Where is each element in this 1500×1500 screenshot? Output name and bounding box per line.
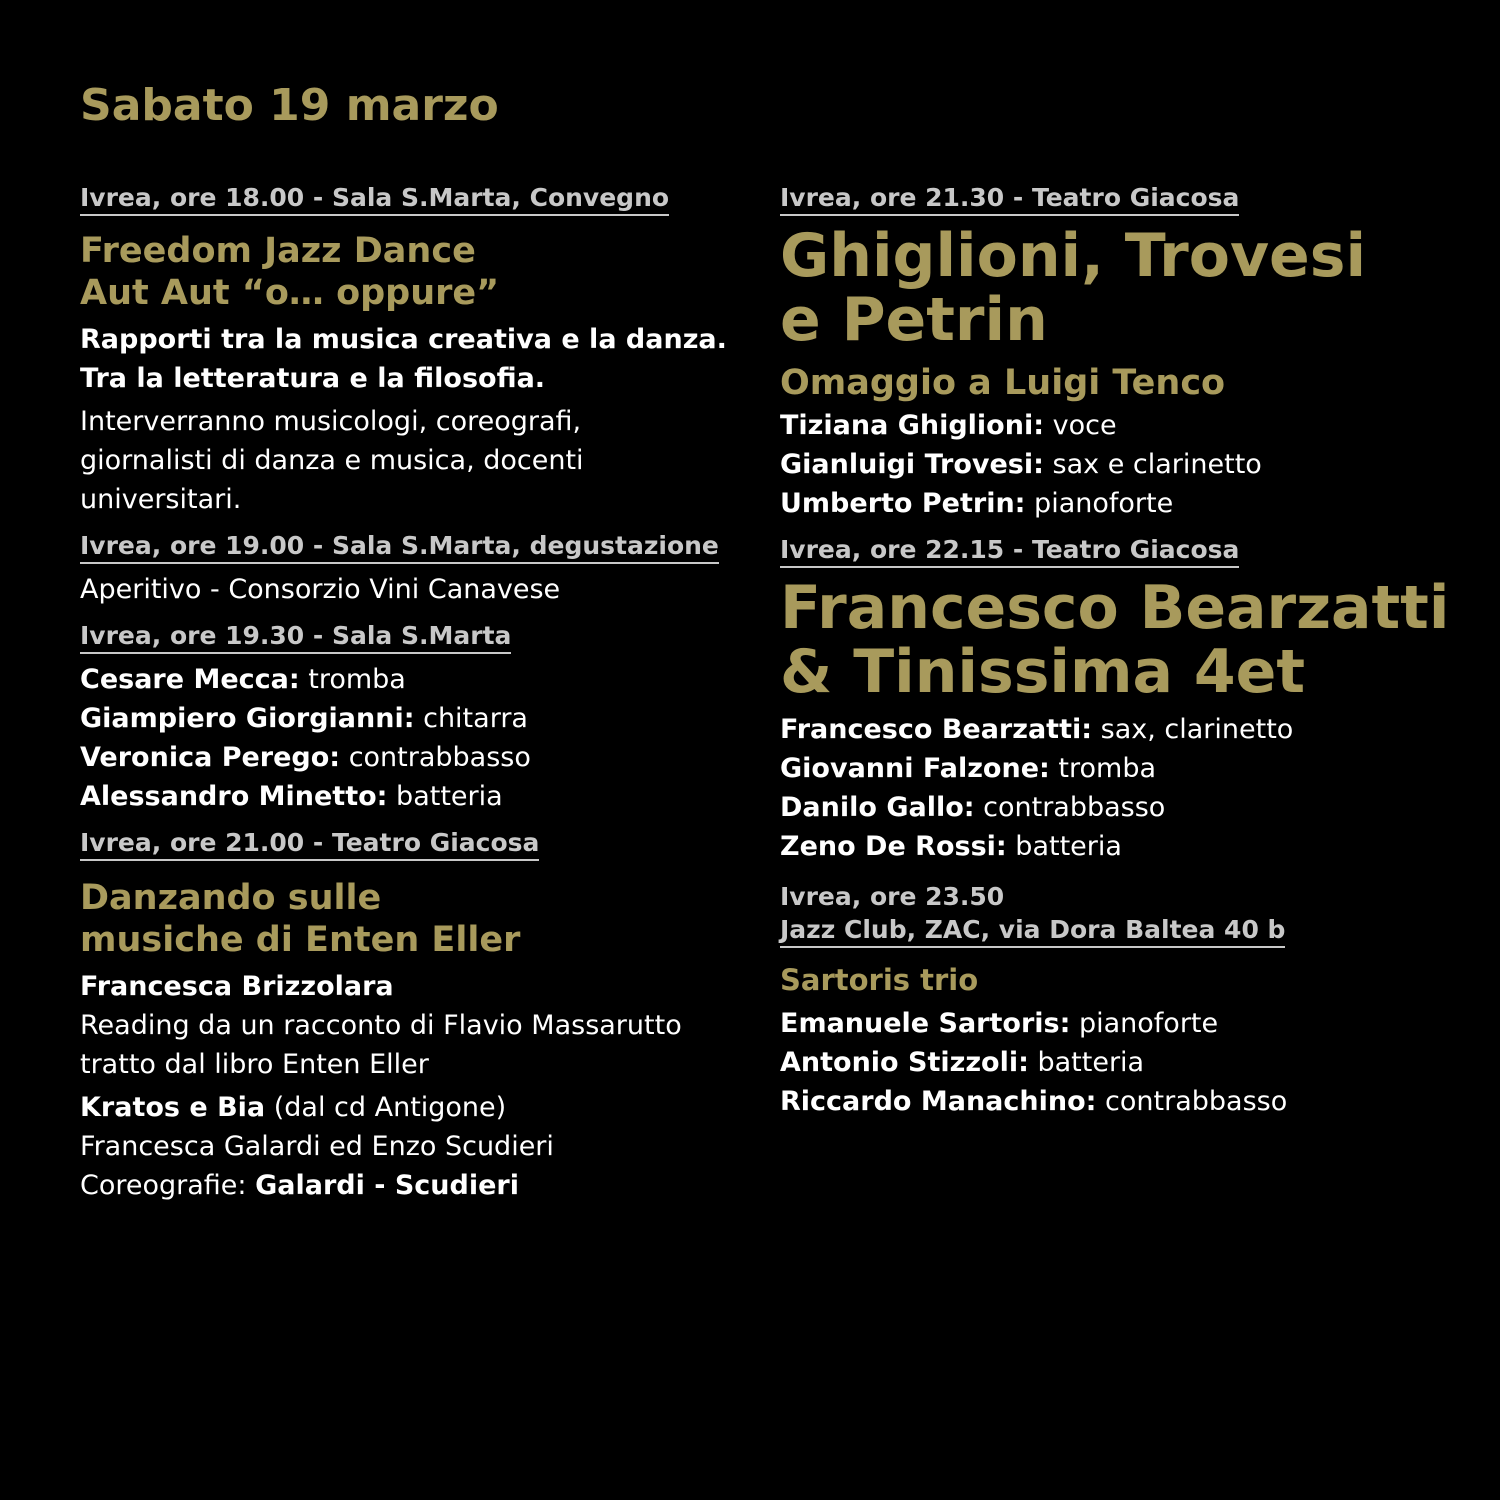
performer-role: pianoforte (1025, 488, 1174, 519)
performer-row (80, 660, 740, 699)
left-column (80, 181, 740, 1205)
event-title: Sartoris trio (780, 963, 979, 997)
performer-role: contrabbasso (1096, 1086, 1288, 1117)
performer-name: Umberto Petrin: (780, 488, 1026, 519)
performer-name: Antonio Stizzoli: (780, 1047, 1029, 1078)
performer-role: sax e clarinetto (1043, 449, 1262, 480)
piece-name: Kratos e Bia (80, 1092, 266, 1123)
performer-role: contrabbasso (340, 742, 531, 773)
event-title: Aut Aut “o… oppure” (80, 273, 500, 313)
performer-name: Alessandro Minetto: (80, 781, 388, 812)
event-description: Interverranno musicologi, coreografi, (80, 406, 582, 437)
venue-line: Ivrea, ore 23.50 (780, 882, 1005, 911)
performer-name: Tiziana Ghiglioni: (780, 410, 1045, 441)
performer-row (780, 484, 1480, 523)
event-description: universitari. (80, 484, 242, 515)
event-title: Freedom Jazz Dance (80, 231, 476, 271)
piece-note: (dal cd Antigone) (265, 1092, 507, 1123)
performer-name: Francesca Brizzolara (80, 971, 394, 1002)
right-column (780, 181, 1480, 1121)
event-description: Reading da un racconto di Flavio Massarutto (80, 1010, 682, 1041)
performer-role: tromba (1049, 753, 1157, 784)
performer-role: voce (1044, 410, 1117, 441)
event-description: giornalisti di danza e musica, docenti (80, 445, 584, 476)
performer-row (780, 445, 1480, 484)
event-title: musiche di Enten Eller (80, 920, 521, 960)
performer-role: batteria (1028, 1047, 1145, 1078)
event-description: Aperitivo - Consorzio Vini Canavese (80, 574, 561, 605)
performer-name: Giampiero Giorgianni: (80, 703, 415, 734)
performer-name: Emanuele Sartoris: (780, 1008, 1071, 1039)
performer-name: Gianluigi Trovesi: (780, 449, 1044, 480)
event-venue: Ivrea, ore 19.30 - Sala S.Marta (80, 619, 511, 654)
event-bearzatti (780, 533, 1480, 866)
page-title: Sabato 19 marzo (80, 80, 499, 131)
event-headline: e Petrin (780, 285, 1048, 355)
event-degustazione (80, 529, 740, 609)
performer-role: contrabbasso (974, 792, 1166, 823)
event-venue: Ivrea, ore 21.00 - Teatro Giacosa (80, 826, 539, 861)
performer-row (780, 1043, 1480, 1082)
event-venue (780, 880, 1285, 948)
event-ghiglioni (780, 181, 1480, 523)
event-venue: Ivrea, ore 18.00 - Sala S.Marta, Convegno (80, 181, 669, 216)
performer-role: pianoforte (1070, 1008, 1219, 1039)
performer-role: sax, clarinetto (1092, 714, 1294, 745)
event-subtitle: Rapporti tra la musica creativa e la danza. (80, 324, 727, 355)
performer-row (80, 777, 740, 816)
event-sartoris (780, 880, 1480, 1121)
performer-row (780, 749, 1480, 788)
event-title: Danzando sulle (80, 878, 382, 918)
venue-line: Jazz Club, ZAC, via Dora Baltea 40 b (780, 915, 1286, 944)
performer-name: Cesare Mecca: (80, 664, 300, 695)
event-subtitle: Omaggio a Luigi Tenco (780, 363, 1226, 403)
performer-role: tromba (299, 664, 406, 695)
piece-row (80, 1088, 740, 1127)
event-venue: Ivrea, ore 22.15 - Teatro Giacosa (780, 533, 1239, 568)
performer-row (780, 710, 1480, 749)
performer-row (80, 738, 740, 777)
performer-name: Veronica Perego: (80, 742, 341, 773)
performer-role: batteria (387, 781, 503, 812)
choreo-label: Coreografie: (80, 1170, 256, 1201)
performer-row (80, 699, 740, 738)
event-description: tratto dal libro Enten Eller (80, 1049, 429, 1080)
performer-row (780, 827, 1480, 866)
event-headline: Francesco Bearzatti (780, 573, 1450, 643)
performer-row (780, 1082, 1480, 1121)
event-convegno (80, 181, 740, 519)
event-danzando (80, 826, 740, 1205)
performer-row (780, 788, 1480, 827)
event-headline: & Tinissima 4et (780, 637, 1305, 707)
choreo-row (80, 1166, 740, 1205)
event-quartet (80, 619, 740, 816)
performer-name: Zeno De Rossi: (780, 831, 1007, 862)
performer-role: chitarra (414, 703, 528, 734)
choreo-names: Galardi - Scudieri (255, 1170, 519, 1201)
event-venue: Ivrea, ore 21.30 - Teatro Giacosa (780, 181, 1239, 216)
event-venue: Ivrea, ore 19.00 - Sala S.Marta, degustazione (80, 529, 719, 564)
performer-row (780, 406, 1480, 445)
event-headline: Ghiglioni, Trovesi (780, 221, 1367, 291)
performer-name: Francesco Bearzatti: (780, 714, 1093, 745)
performer-name: Danilo Gallo: (780, 792, 975, 823)
event-subtitle: Tra la letteratura e la filosofia. (80, 363, 546, 394)
dancers: Francesca Galardi ed Enzo Scudieri (80, 1131, 554, 1162)
performer-name: Giovanni Falzone: (780, 753, 1050, 784)
performer-role: batteria (1006, 831, 1122, 862)
performer-row (780, 1004, 1480, 1043)
performer-name: Riccardo Manachino: (780, 1086, 1097, 1117)
